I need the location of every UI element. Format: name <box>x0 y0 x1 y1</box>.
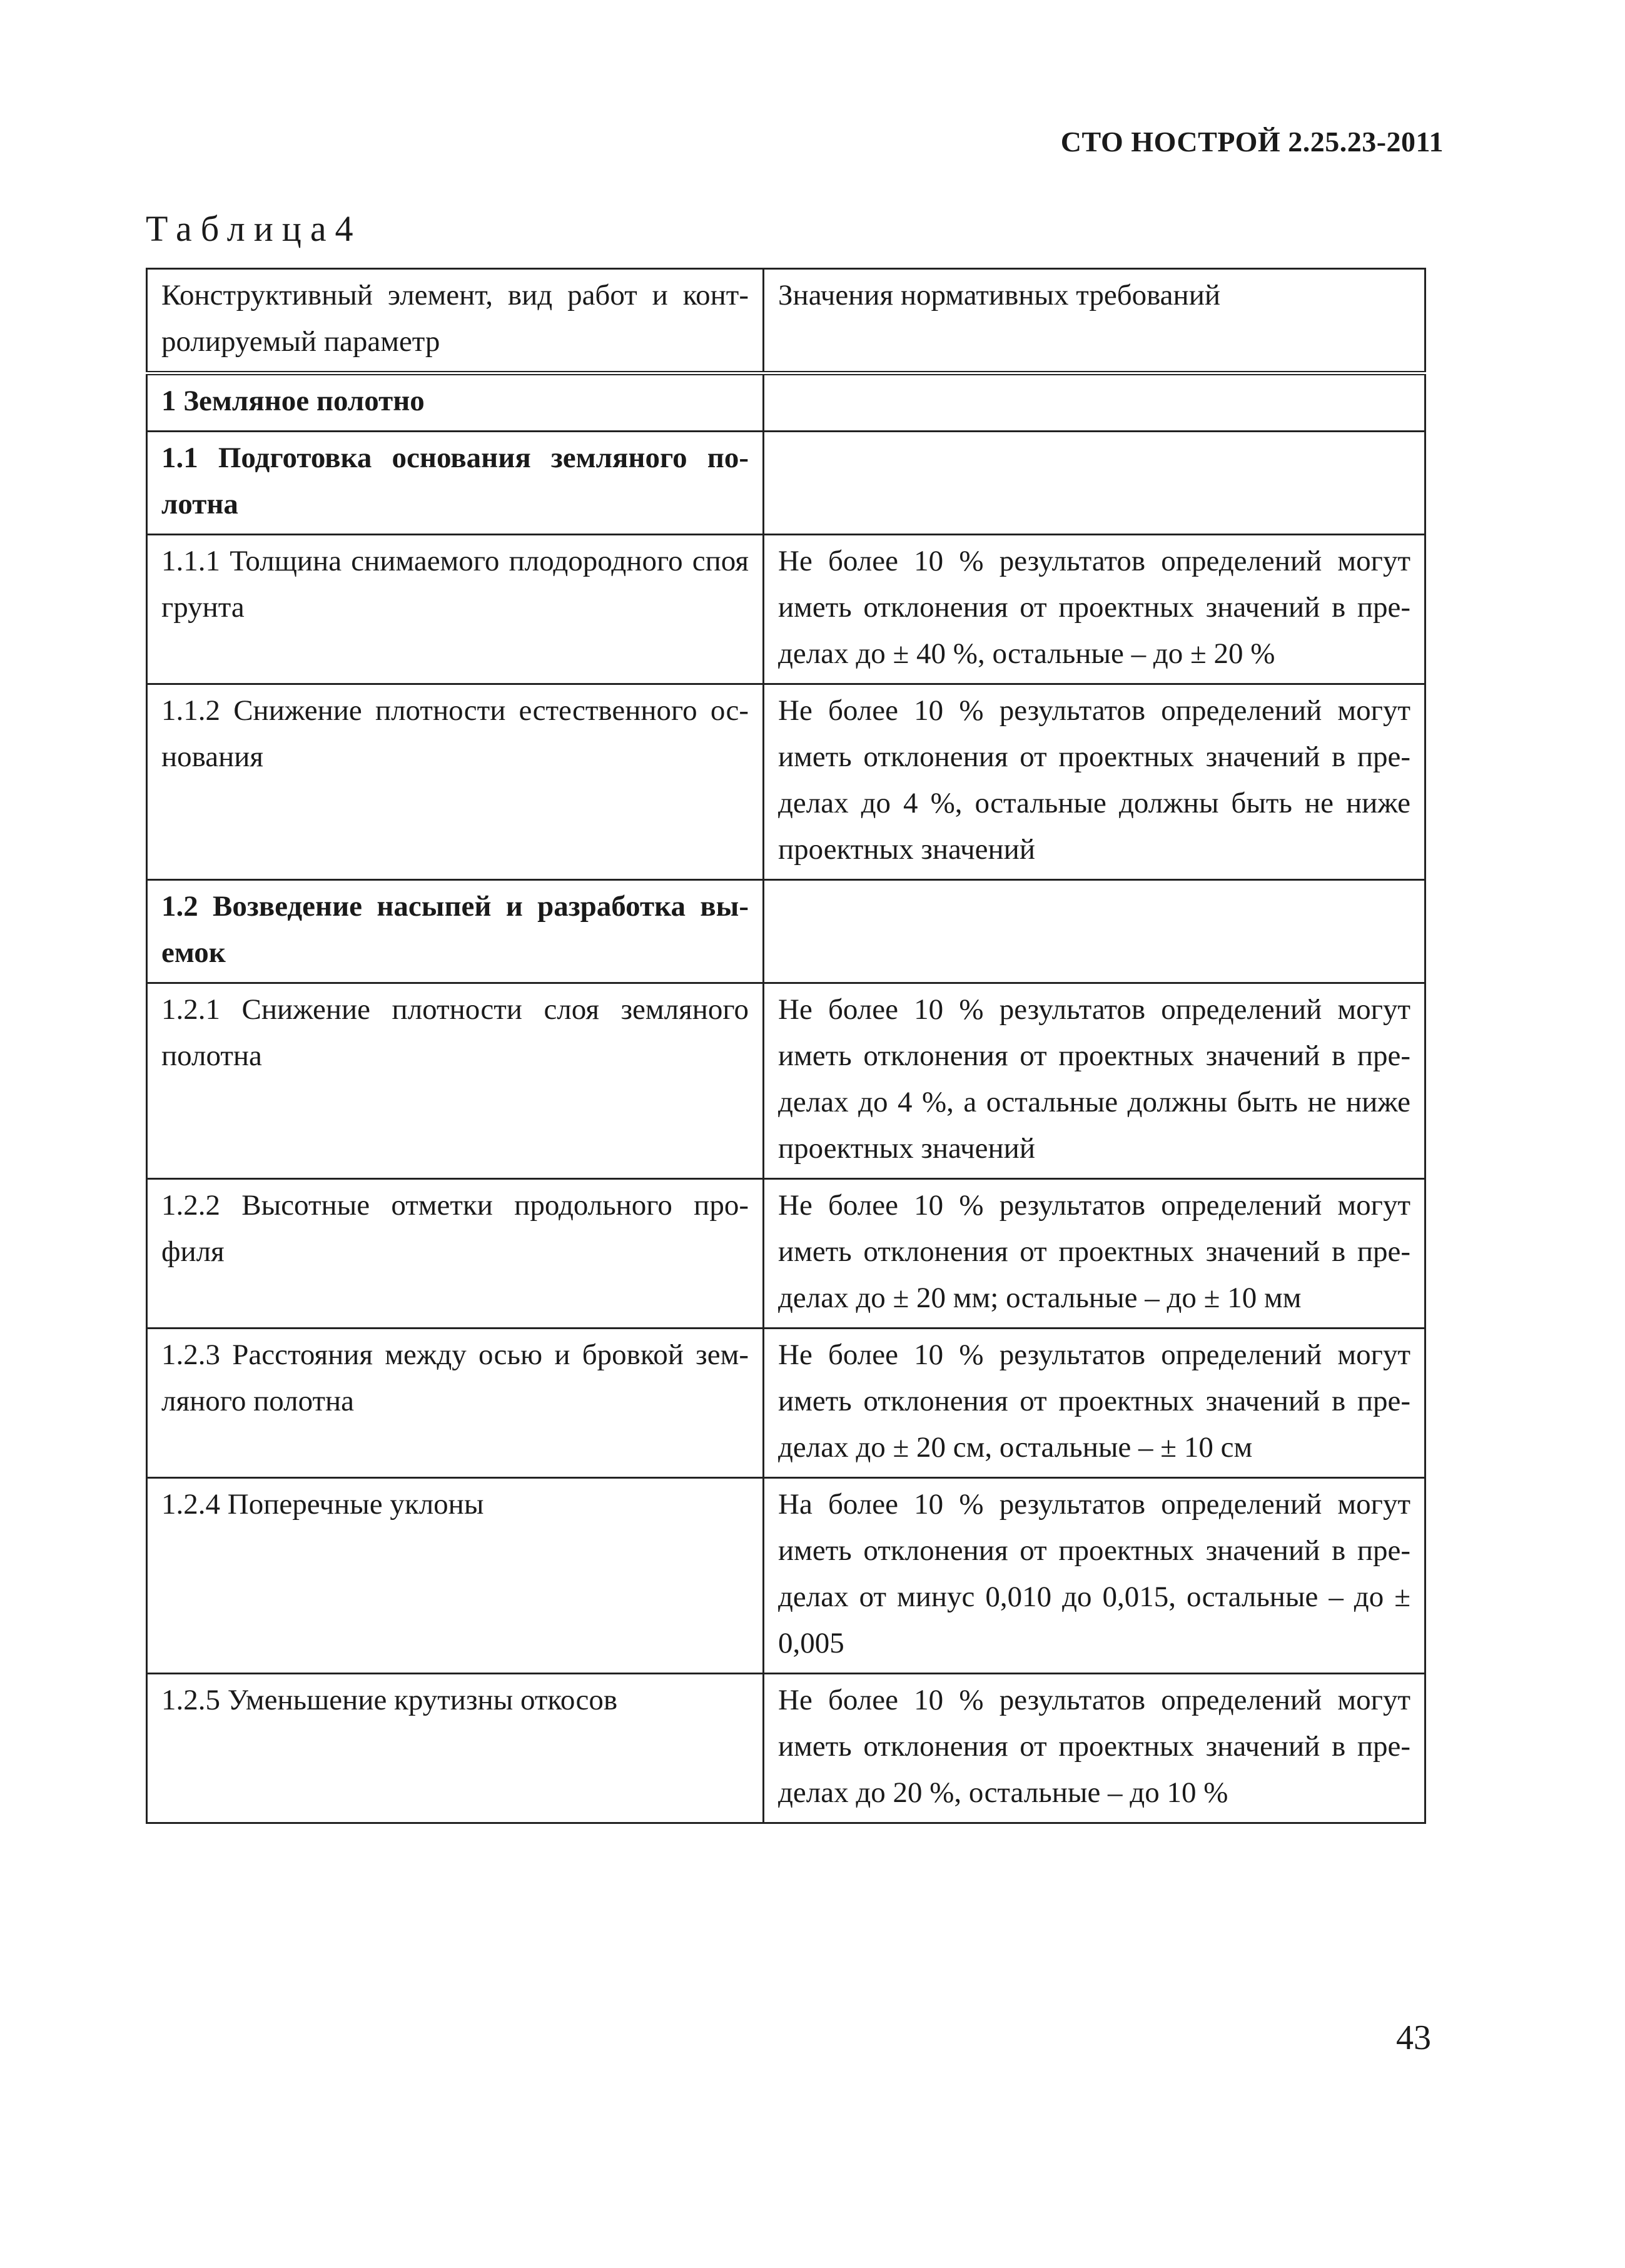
table-row <box>147 1179 1425 1329</box>
parameter-cell: 1.2.5 Уменьшение крутизны откосов <box>147 1674 764 1823</box>
subsection-title-cell: 1.2 Возведение насыпей и разработка вы-емок <box>147 880 764 983</box>
table-row-section-1 <box>147 373 1425 432</box>
table-row <box>147 684 1425 880</box>
requirements-table <box>146 268 1426 1824</box>
parameter-cell: 1.2.4 Поперечные уклоны <box>147 1478 764 1674</box>
subsection-title-cell: 1.1 Подготовка основания земляного по-лотна <box>147 432 764 535</box>
parameter-cell: 1.1.1 Толщина снимаемого плодородного споя грунта <box>147 535 764 684</box>
table-caption: Таблица4 <box>146 208 362 249</box>
section-title-cell: 1 Земляное полотно <box>147 373 764 432</box>
table-row <box>147 1478 1425 1674</box>
requirement-cell: Не более 10 % результатов определений могут иметь отклонения от проектных значений в пре-делах до 4 %, остальные должны быть не ниже проектных значений <box>764 684 1425 880</box>
table-row-section-1-2 <box>147 880 1425 983</box>
requirement-cell <box>764 432 1425 535</box>
table-row <box>147 1674 1425 1823</box>
parameter-cell: 1.2.1 Снижение плотности слоя земляного полотна <box>147 983 764 1179</box>
page-number: 43 <box>1396 2018 1431 2057</box>
requirement-cell: Не более 10 % результатов определений могут иметь отклонения от проектных значений в пре-делах до 4 %, а остальные должны быть не ниже проектных значений <box>764 983 1425 1179</box>
table-row <box>147 983 1425 1179</box>
requirement-cell: На более 10 % результатов определений могут иметь отклонения от проектных значений в пре-делах от минус 0,010 до 0,015, остальные – до ± 0,005 <box>764 1478 1425 1674</box>
table-row <box>147 1329 1425 1478</box>
requirement-cell: Не более 10 % результатов определений могут иметь отклонения от проектных значений в пре-делах до ± 20 мм; остальные – до ± 10 мм <box>764 1179 1425 1329</box>
column-header-parameter: Конструктивный элемент, вид работ и конт-ролируемый параметр <box>147 269 764 373</box>
table-row-section-1-1 <box>147 432 1425 535</box>
requirement-cell: Не более 10 % результатов определений могут иметь отклонения от проектных значений в пре-делах до 20 %, остальные – до 10 % <box>764 1674 1425 1823</box>
parameter-cell: 1.1.2 Снижение плотности естественного ос-нования <box>147 684 764 880</box>
document-code: СТО НОСТРОЙ 2.25.23-2011 <box>1060 126 1444 158</box>
table-row <box>147 535 1425 684</box>
parameter-cell: 1.2.2 Высотные отметки продольного про-филя <box>147 1179 764 1329</box>
requirement-cell <box>764 373 1425 432</box>
requirement-cell: Не более 10 % результатов определений могут иметь отклонения от проектных значений в пре-делах до ± 40 %, остальные – до ± 20 % <box>764 535 1425 684</box>
requirement-cell <box>764 880 1425 983</box>
requirement-cell: Не более 10 % результатов определений могут иметь отклонения от проектных значений в пре-делах до ± 20 см, остальные – ± 10 см <box>764 1329 1425 1478</box>
table-header-row <box>147 269 1425 373</box>
parameter-cell: 1.2.3 Расстояния между осью и бровкой зем-ляного полотна <box>147 1329 764 1478</box>
column-header-requirement: Значения нормативных требований <box>764 269 1425 373</box>
